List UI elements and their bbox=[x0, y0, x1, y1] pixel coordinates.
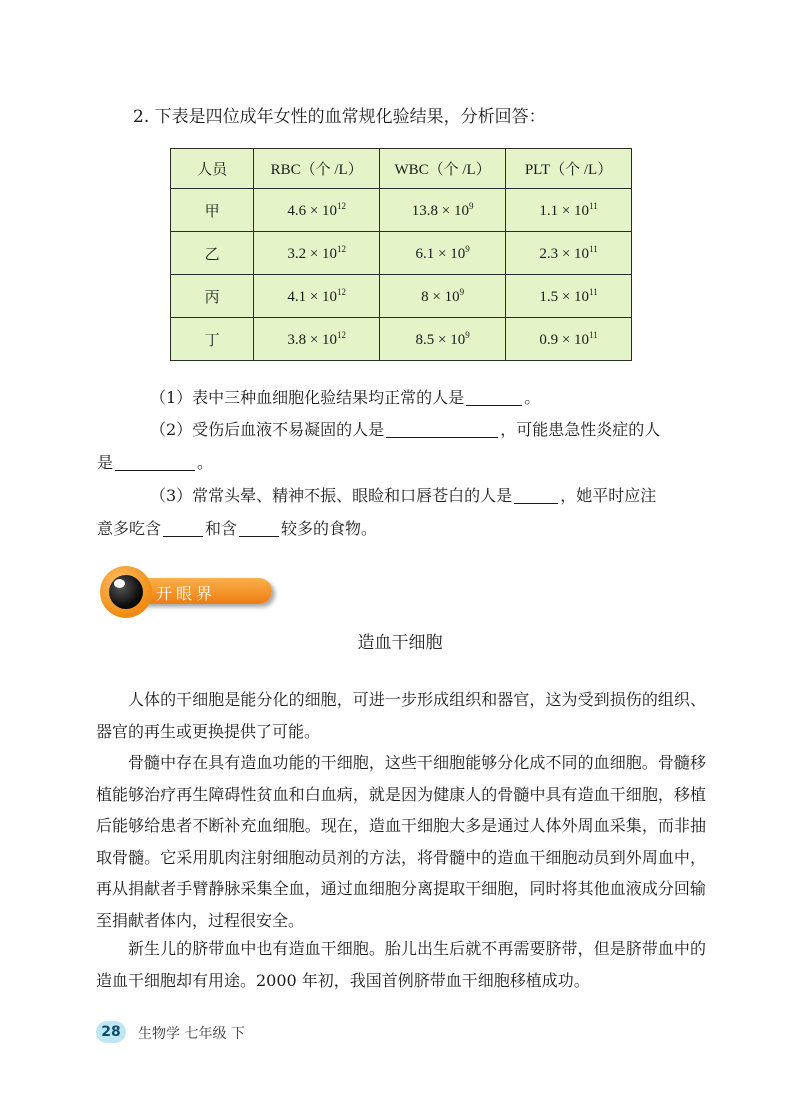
cell-rbc: $4.1 \times 10^{12}$ bbox=[254, 275, 380, 318]
article-paragraph-2: 骨髓中存在具有造血功能的干细胞，这些干细胞能够分化成不同的血细胞。骨髓移植能够治疗再生障碍性贫血和白血病，就是因为健康人的骨髓中具有造血干细胞，移植后能够给患者不断补充血细胞。现在，造血干细胞大多是通过人体外周血采集，而非抽取骨髓。它采用肌肉注射细胞动员剂的方法，将骨髓中的造血干细胞动员到外周血中，再从捐献者手臂静脉采集全血，通过血细胞分离提取干细胞，同时将其他血液成分回输至捐献者体内，过程很安全。 bbox=[96, 753, 706, 930]
subquestion-1: （1）表中三种血细胞化验结果均正常的人是 。 bbox=[150, 388, 541, 407]
lens-highlight bbox=[114, 579, 125, 588]
cell-person: 丁 bbox=[171, 318, 254, 361]
cell-wbc: $6.1 \times 10^9$ bbox=[380, 232, 506, 275]
blood-test-table bbox=[170, 148, 632, 361]
cell-plt: $0.9 \times 10^{11}$ bbox=[506, 318, 632, 361]
header-rbc: RBC（个 /L） bbox=[254, 149, 380, 189]
question-title: 2. 下表是四位成年女性的血常规化验结果，分析回答： bbox=[133, 107, 546, 127]
subquestion-3: （3）常常头晕、精神不振、眼睑和口唇苍白的人是 ，她平时应注 bbox=[150, 486, 657, 505]
book-title: 生物学 七年级 下 bbox=[138, 1026, 245, 1042]
cell-plt: $1.5 \times 10^{11}$ bbox=[506, 275, 632, 318]
answer-blank[interactable] bbox=[163, 535, 203, 537]
subquestion-3-cont: 意多吃含 和含 较多的食物。 bbox=[97, 519, 378, 538]
banner-label: 开眼界 bbox=[156, 584, 217, 603]
answer-blank[interactable] bbox=[239, 535, 279, 537]
cell-wbc: $8.5 \times 10^9$ bbox=[380, 318, 506, 361]
article-paragraph-3: 新生儿的脐带血中也有造血干细胞。胎儿出生后就不再需要脐带，但是脐带血中的造血干细胞却有用途。2000 年初，我国首例脐带血干细胞移植成功。 bbox=[96, 939, 706, 990]
cell-plt: $2.3 \times 10^{11}$ bbox=[506, 232, 632, 275]
header-person: 人员 bbox=[171, 149, 254, 189]
page-number: 28 bbox=[96, 1021, 126, 1043]
header-wbc: WBC（个 /L） bbox=[380, 149, 506, 189]
answer-blank[interactable] bbox=[466, 404, 522, 406]
table-header-row bbox=[171, 149, 632, 189]
cell-wbc: $8 \times 10^9$ bbox=[380, 275, 506, 318]
cell-person: 丙 bbox=[171, 275, 254, 318]
subquestion-2-cont: 是 。 bbox=[97, 453, 214, 472]
table-row bbox=[171, 189, 632, 232]
cell-plt: $1.1 \times 10^{11}$ bbox=[506, 189, 632, 232]
answer-blank[interactable] bbox=[514, 502, 558, 504]
cell-rbc: $3.8 \times 10^{12}$ bbox=[254, 318, 380, 361]
article-paragraph-1: 人体的干细胞是能分化的细胞，可进一步形成组织和器官，这为受到损伤的组织、器官的再生或更换提供了可能。 bbox=[96, 690, 706, 741]
table-row bbox=[171, 232, 632, 275]
cell-rbc: $4.6 \times 10^{12}$ bbox=[254, 189, 380, 232]
header-plt: PLT（个 /L） bbox=[506, 149, 632, 189]
cell-person: 乙 bbox=[171, 232, 254, 275]
article-title: 造血干细胞 bbox=[357, 633, 443, 653]
eye-lens-icon bbox=[100, 566, 152, 618]
cell-person: 甲 bbox=[171, 189, 254, 232]
kaiyanjie-banner bbox=[100, 566, 275, 618]
cell-wbc: $13.8 \times 10^9$ bbox=[380, 189, 506, 232]
cell-rbc: $3.2 \times 10^{12}$ bbox=[254, 232, 380, 275]
answer-blank[interactable] bbox=[115, 469, 195, 471]
answer-blank[interactable] bbox=[386, 436, 498, 438]
subquestion-2: （2）受伤后血液不易凝固的人是 ，可能患急性炎症的人 bbox=[150, 420, 661, 439]
table-row bbox=[171, 275, 632, 318]
table-row bbox=[171, 318, 632, 361]
